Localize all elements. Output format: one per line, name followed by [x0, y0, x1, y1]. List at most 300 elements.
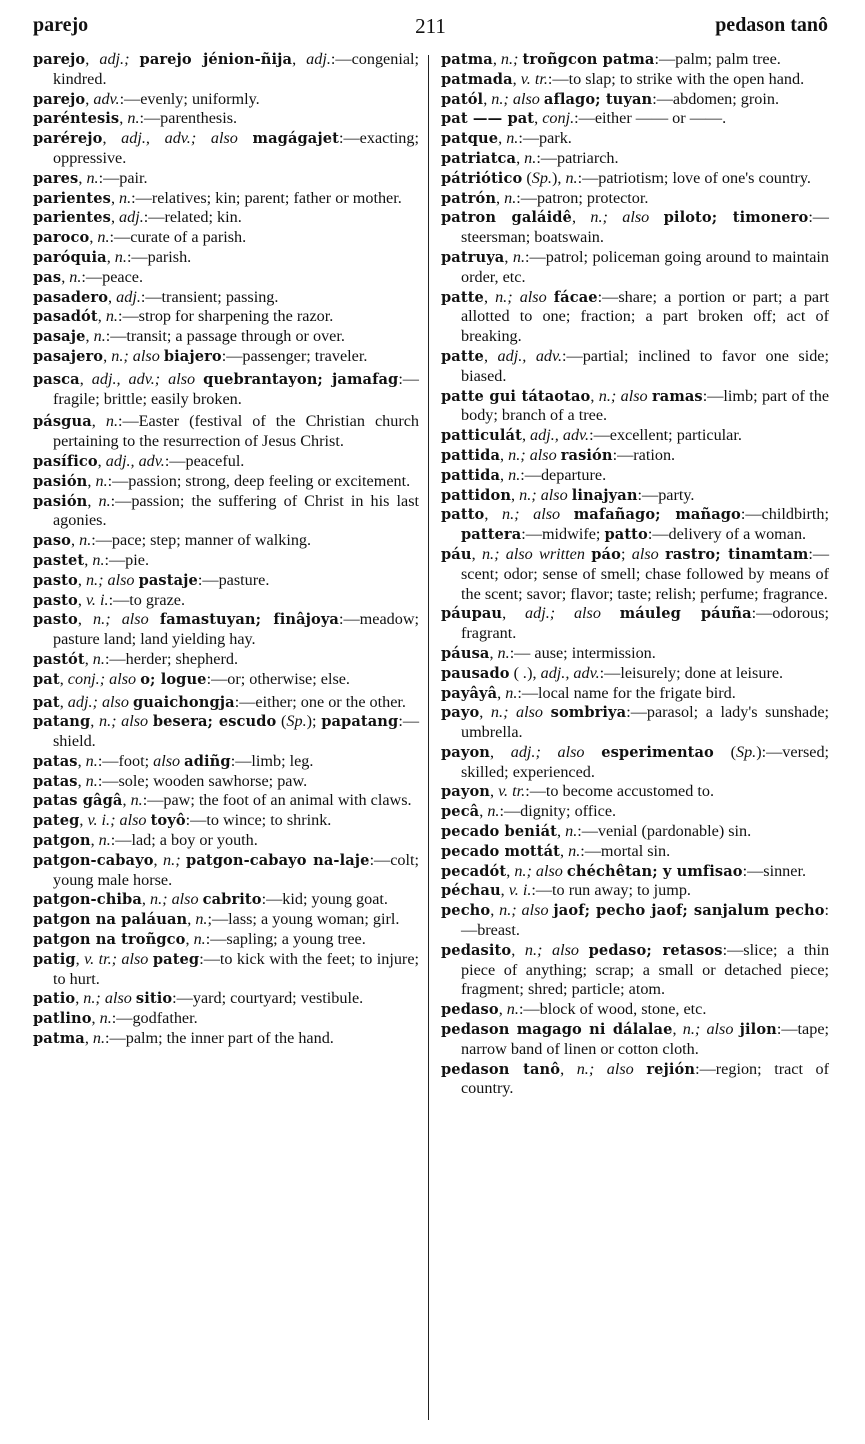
- headword: paroco: [33, 229, 90, 247]
- headword: piloto; timonero: [663, 209, 809, 227]
- grammar-label: n.; also: [682, 1020, 734, 1039]
- grammar-label: v. i.: [85, 590, 109, 609]
- headword: páo: [591, 545, 621, 563]
- dictionary-entry: [441, 347, 829, 387]
- definition-text: ):—versed; skilled; experienced.: [461, 742, 830, 781]
- definition-text: :—colt; young male horse.: [53, 850, 420, 889]
- headword: pecado beniát: [441, 823, 557, 841]
- definition-text: :—venial (pardonable) sin.: [577, 822, 752, 841]
- dictionary-entry: [441, 881, 829, 901]
- definition-text: :—odorous; fragrant.: [461, 604, 830, 643]
- definition-text: ,: [497, 683, 506, 702]
- grammar-label: adj.; also: [510, 742, 585, 761]
- definition-text: :—yard; courtyard; vestibule.: [172, 989, 364, 1008]
- definition-text: :—sapling; a young tree.: [205, 930, 366, 949]
- grammar-label: n.; also: [590, 208, 650, 227]
- headword: patas gâgâ: [33, 792, 123, 810]
- grammar-label: adj.; also: [67, 692, 129, 711]
- headword: patte: [441, 347, 484, 365]
- headword: pastet: [33, 551, 85, 569]
- headword: pattida: [441, 446, 501, 464]
- definition-text: :—to graze.: [108, 590, 185, 609]
- dictionary-entry: [33, 531, 419, 551]
- headword: pattera: [461, 526, 522, 544]
- grammar-label: also: [631, 544, 659, 563]
- dictionary-entry: [33, 347, 419, 367]
- definition-text: ,: [79, 811, 88, 830]
- grammar-label: n.: [506, 129, 519, 148]
- dictionary-entry: [441, 387, 829, 427]
- headword: cabrito: [202, 891, 262, 909]
- grammar-label: conj.: [542, 109, 575, 128]
- grammar-label: n.: [127, 109, 140, 128]
- grammar-label: n.; also: [85, 570, 135, 589]
- definition-text: :—to kick with the feet; to injure; to hurt.: [53, 949, 420, 988]
- headword: paréntesis: [33, 110, 120, 128]
- definition-text: ,: [77, 570, 86, 589]
- dictionary-entry: [33, 1029, 419, 1049]
- grammar-label: adj.: [119, 208, 144, 227]
- headword: máuleg páuña: [619, 605, 752, 623]
- grammar-label: n.; also: [83, 989, 132, 1008]
- dictionary-entry: [441, 486, 829, 506]
- grammar-label: .: [523, 663, 528, 682]
- dictionary-entry: [441, 208, 829, 248]
- dictionary-entry: [441, 703, 829, 743]
- dictionary-entry: [441, 446, 829, 466]
- grammar-label: n.: [79, 531, 92, 550]
- definition-text: ,: [71, 531, 80, 550]
- grammar-label: n.; also: [576, 1059, 634, 1078]
- grammar-label: n.: [95, 471, 108, 490]
- definition-text: :—palm; the inner part of the hand.: [105, 1029, 334, 1048]
- grammar-label: n.: [98, 491, 111, 510]
- grammar-label: n.; also: [519, 485, 568, 504]
- headword: toyô: [150, 812, 186, 830]
- definition-text: ,: [489, 643, 498, 662]
- definition-text: :—mortal sin.: [580, 841, 671, 860]
- dictionary-entry: [33, 1009, 419, 1029]
- dictionary-entry: [441, 129, 829, 149]
- headword: pasto: [33, 571, 78, 589]
- headword: chéchêtan; y umfisao: [566, 862, 743, 880]
- definition-text: :—pace; step; manner of walking.: [91, 531, 312, 550]
- grammar-label: n.; also: [502, 505, 561, 524]
- definition-text: :—patrol; policeman going around to maintain order, etc.: [461, 247, 830, 286]
- headword: aflago; tuyan: [543, 90, 653, 108]
- definition-text: :—parenthesis.: [139, 109, 238, 128]
- definition-text: :—to slap; to strike with the open hand.: [547, 69, 805, 88]
- headword: patgon-cabayo: [33, 851, 154, 869]
- definition-text: :—curate of a parish.: [109, 228, 247, 247]
- headword: pat —— pat: [441, 110, 535, 128]
- page-number: 211: [415, 14, 446, 38]
- grammar-label: n.: [505, 683, 518, 702]
- headword: biajero: [163, 347, 222, 365]
- definition-text: ,: [108, 287, 117, 306]
- definition-text: ,: [59, 669, 68, 688]
- headword: pausado: [441, 664, 510, 682]
- headword: pastót: [33, 650, 85, 668]
- dictionary-entry: [441, 822, 829, 842]
- left-guide-word: parejo: [33, 14, 89, 36]
- grammar-label: adj.;: [99, 50, 130, 68]
- dictionary-entry: [441, 109, 829, 129]
- dictionary-entry: [33, 890, 419, 910]
- headword: troñgcon patma: [522, 51, 655, 68]
- headword: parejo jénion-ñija: [139, 51, 293, 68]
- grammar-label: Sp.: [286, 712, 307, 731]
- definition-text: :—peaceful.: [164, 451, 245, 470]
- grammar-label: n.: [130, 791, 143, 810]
- definition-text: ,: [292, 50, 307, 68]
- definition-text: :—or; otherwise; else.: [206, 669, 350, 688]
- headword: quebrantayon; jamafag: [203, 370, 399, 388]
- definition-text: :—parasol; a lady's sunshade; umbrella.: [461, 703, 830, 742]
- definition-text: ,: [471, 544, 482, 563]
- definition-text: :—pair.: [98, 168, 148, 187]
- grammar-label: n.: [85, 771, 98, 790]
- grammar-label: n.; also: [98, 712, 149, 731]
- definition-text: :—block of wood, stone, etc.: [518, 1000, 707, 1019]
- headword: pasaje: [33, 328, 86, 346]
- definition-text: :—abdomen; groin.: [652, 89, 780, 108]
- dictionary-entry: [33, 327, 419, 347]
- definition-text: :—relatives; kin; parent; father or mother.: [131, 188, 402, 207]
- grammar-label: adj.: [116, 287, 141, 306]
- definition-text: ,: [90, 831, 99, 850]
- dictionary-entry: [33, 248, 419, 268]
- definition-text: :—to wince; to shrink.: [185, 811, 332, 830]
- definition-text: ,: [500, 445, 509, 464]
- dictionary-entry: [33, 492, 419, 532]
- dictionary-entry: [441, 901, 829, 941]
- dictionary-entry: [33, 129, 419, 169]
- dictionary-entry: [33, 851, 419, 891]
- grammar-label: n.: [92, 1029, 106, 1048]
- grammar-label: n.;: [500, 50, 519, 68]
- headword: pedaso: [441, 1001, 499, 1019]
- dictionary-entry: [441, 189, 829, 209]
- definition-text: :—shield.: [53, 712, 420, 751]
- headword: pares: [33, 169, 79, 187]
- definition-text: :—dignity; office.: [499, 802, 617, 821]
- definition-text: :—breast.: [461, 901, 830, 940]
- grammar-label: adv.: [93, 89, 120, 108]
- grammar-label: n.: [114, 247, 127, 266]
- dictionary-entry: [441, 1000, 829, 1020]
- definition-text: [634, 1060, 647, 1078]
- grammar-label: Sp.: [735, 742, 757, 761]
- definition-text: ,: [91, 1009, 100, 1028]
- grammar-label: v. tr.; also: [84, 949, 149, 968]
- page-header: [33, 14, 828, 40]
- grammar-label: n.; also: [150, 890, 199, 909]
- headword: pedason tanô: [441, 1060, 561, 1078]
- definition-text: ,: [521, 426, 531, 445]
- definition-text: [560, 505, 574, 523]
- grammar-label: adj., adv.: [497, 346, 563, 365]
- definition-text: ,: [504, 247, 513, 266]
- headword: paróquia: [33, 248, 107, 266]
- dictionary-entry: [33, 693, 419, 713]
- definition-text: ;—lass; a young woman; girl.: [207, 910, 400, 929]
- definition-text: :—paw; the foot of an animal with claws.: [142, 791, 412, 810]
- dictionary-entry: [33, 412, 419, 452]
- headword: parientes: [33, 189, 111, 207]
- dictionary-entry: [441, 941, 829, 1000]
- definition-text: ,: [78, 168, 87, 187]
- grammar-label: conj.; also: [67, 669, 137, 688]
- headword: pecadót: [441, 862, 507, 880]
- definition-text: :—slice; a thin piece of anything; scrap; a small or detached piece; fragment; shred; particle; atom.: [461, 940, 830, 999]
- headword: patang: [33, 713, 91, 731]
- column-divider: [428, 55, 429, 1420]
- dictionary-entry: [441, 248, 829, 288]
- headword: magágajet: [252, 130, 339, 148]
- dictionary-entry: [33, 452, 419, 472]
- headword: pasífico: [33, 452, 98, 470]
- grammar-label: n.; also: [514, 861, 563, 880]
- definition-text: ,: [119, 109, 128, 128]
- definition-text: ,: [479, 802, 488, 821]
- headword: patte: [441, 288, 484, 306]
- dictionary-entry: [33, 910, 419, 930]
- definition-text: ,: [489, 742, 511, 761]
- grammar-label: adj., adv.: [530, 426, 590, 445]
- headword: pasión: [33, 472, 88, 490]
- headword: rasión: [560, 446, 613, 464]
- headword: patgon-chiba: [33, 891, 142, 909]
- headword: pátriótico: [441, 169, 523, 187]
- dictionary-entry: [441, 782, 829, 802]
- definition-text: ,: [590, 386, 599, 405]
- definition-text: ,: [91, 412, 106, 431]
- dictionary-entry: [33, 50, 419, 90]
- definition-text: ,: [103, 346, 112, 365]
- definition-text: :—local name for the frigate bird.: [517, 683, 736, 702]
- dictionary-entry: [441, 1020, 829, 1060]
- definition-text: ,: [85, 327, 94, 346]
- definition-text: ),: [527, 663, 541, 682]
- grammar-label: n.: [506, 1000, 519, 1019]
- headword: sitio: [135, 990, 173, 1008]
- definition-text: ,: [61, 267, 70, 286]
- definition-text: ,: [106, 247, 115, 266]
- headword: pasto: [33, 591, 78, 609]
- definition-text: :—delivery of a woman.: [647, 525, 807, 544]
- definition-text: ,: [500, 881, 509, 900]
- definition-text: [129, 50, 139, 68]
- left-column: [33, 50, 419, 1049]
- dictionary-entry: [33, 228, 419, 248]
- definition-text: ,: [84, 1029, 93, 1048]
- dictionary-entry: [33, 370, 419, 410]
- grammar-label: n.: [565, 822, 578, 841]
- headword: patque: [441, 130, 499, 148]
- dictionary-entry: [33, 591, 419, 611]
- headword: pecho: [441, 902, 491, 920]
- headword: pedaso; retasos: [588, 941, 723, 959]
- grammar-label: n.: [508, 465, 521, 484]
- headword: besera; escudo: [152, 713, 277, 731]
- dictionary-entry: [441, 862, 829, 882]
- definition-text: ,: [97, 307, 106, 326]
- definition-text: ,: [506, 861, 515, 880]
- dictionary-entry: [33, 831, 419, 851]
- definition-text: :—passenger; traveler.: [221, 346, 368, 365]
- dictionary-entry: [33, 268, 419, 288]
- definition-text: :—passion; the suffering of Christ in his last agonies.: [53, 491, 419, 530]
- right-guide-word: pedason tanô: [715, 14, 828, 36]
- headword: famastuyan; finâjoya: [159, 611, 339, 629]
- grammar-label: n.; also: [598, 386, 648, 405]
- dictionary-entry: [33, 950, 419, 990]
- grammar-label: v. tr.: [520, 69, 548, 88]
- definition-text: :—palm; palm tree.: [654, 50, 781, 68]
- definition-text: );: [306, 712, 317, 731]
- dictionary-entry: [441, 149, 829, 169]
- definition-text: ,: [483, 89, 492, 108]
- definition-text: :—either; one or the other.: [234, 692, 406, 711]
- headword: patte gui tátaotao: [441, 387, 591, 405]
- dictionary-entry: [441, 288, 829, 347]
- definition-text: ,: [77, 751, 86, 770]
- definition-text: (: [713, 742, 736, 761]
- definition-text: :—to become accustomed to.: [525, 782, 714, 801]
- dictionary-entry: [33, 208, 419, 228]
- headword: esperimentao: [601, 743, 714, 761]
- definition-text: :—midwife;: [521, 525, 605, 544]
- dictionary-entry: [441, 169, 829, 189]
- headword: pattida: [441, 466, 501, 484]
- grammar-label: n.: [565, 168, 578, 187]
- definition-text: ,: [85, 50, 100, 68]
- definition-text: ,: [84, 550, 93, 569]
- dictionary-entry: [33, 90, 419, 110]
- grammar-label: n.: [524, 148, 537, 167]
- grammar-label: adj.: [306, 50, 331, 68]
- headword: parientes: [33, 209, 111, 227]
- definition-text: [601, 604, 620, 622]
- grammar-label: n.: [119, 188, 132, 207]
- definition-text: :— ause; intermission.: [509, 643, 656, 662]
- definition-text: ,: [89, 228, 98, 247]
- headword: jaof; pecho jaof; sanjalum pecho: [553, 902, 825, 920]
- headword: patron galáidê: [441, 209, 572, 227]
- headword: patto: [441, 506, 485, 524]
- definition-text: :—limb; part of the body; branch of a tree.: [461, 386, 830, 425]
- definition-text: [649, 208, 663, 226]
- headword: pasadero: [33, 288, 109, 306]
- headword: patma: [441, 51, 493, 68]
- definition-text: :—evenly; uniformly.: [119, 89, 260, 108]
- definition-text: ,: [498, 1000, 507, 1019]
- definition-text: :—godfather.: [111, 1009, 198, 1028]
- definition-text: :—sinner.: [742, 861, 807, 880]
- headword: parejo: [33, 51, 86, 68]
- dictionary-entry: [441, 505, 829, 545]
- headword: pecâ: [441, 803, 480, 821]
- definition-text: :—foot;: [97, 751, 154, 770]
- definition-text: ,: [560, 841, 569, 860]
- dictionary-entry: [33, 472, 419, 492]
- definition-text: ,: [484, 505, 503, 524]
- grammar-label: n.; also written: [481, 544, 585, 563]
- definition-text: :—partial; inclined to favor one side; biased.: [461, 346, 829, 385]
- definition-text: ,: [141, 890, 151, 909]
- headword: payon: [441, 743, 490, 761]
- definition-text: ,: [87, 471, 96, 490]
- dictionary-entry: [33, 650, 419, 670]
- headword: payon: [441, 783, 490, 801]
- definition-text: :—excellent; particular.: [589, 426, 742, 445]
- headword: parejo: [33, 90, 86, 108]
- definition-text: ,: [511, 940, 525, 959]
- dictionary-entry: [33, 811, 419, 831]
- headword: páupau: [441, 605, 503, 623]
- definition-text: :—to run away; to jump.: [531, 881, 691, 900]
- grammar-label: v. i.; also: [87, 811, 147, 830]
- grammar-label: adj., adv.: [105, 451, 165, 470]
- definition-text: ,: [492, 50, 501, 68]
- headword: patmada: [441, 70, 513, 88]
- definition-text: (: [522, 168, 532, 187]
- grammar-label: n.: [98, 831, 111, 850]
- definition-text: :—pie.: [104, 550, 149, 569]
- headword: payâyâ: [441, 684, 498, 702]
- grammar-label: n.: [105, 412, 118, 431]
- headword: pecado mottát: [441, 842, 561, 860]
- definition-text: [238, 129, 253, 147]
- headword: pastaje: [138, 571, 198, 589]
- definition-text: ,: [97, 451, 106, 470]
- definition-text: :—peace.: [81, 267, 143, 286]
- dictionary-entry: [33, 670, 419, 690]
- dictionary-entry: [441, 545, 829, 604]
- definition-text: ,: [153, 850, 164, 869]
- definition-text: ,: [496, 188, 505, 207]
- definition-text: ,: [122, 791, 131, 810]
- definition-text: [149, 610, 160, 628]
- headword: guaichongja: [133, 693, 235, 711]
- headword: patruya: [441, 248, 505, 266]
- grammar-label: n.; also: [499, 901, 549, 920]
- dictionary-entry: [33, 307, 419, 327]
- dictionary-entry: [33, 551, 419, 571]
- dictionary-entry: [33, 772, 419, 792]
- definition-text: ,: [79, 369, 92, 388]
- grammar-label: n.: [487, 802, 500, 821]
- definition-text: ,: [77, 610, 94, 629]
- dictionary-entry: [441, 802, 829, 822]
- grammar-label: n.: [568, 841, 581, 860]
- grammar-label: n.; also: [495, 287, 547, 306]
- definition-text: ,: [500, 465, 509, 484]
- dictionary-entry: [33, 189, 419, 209]
- definition-text: ,: [479, 703, 491, 722]
- dictionary-entry: [33, 109, 419, 129]
- grammar-label: n.; also: [490, 703, 544, 722]
- grammar-label: n.; also: [524, 940, 579, 959]
- headword: fácae: [553, 288, 598, 306]
- headword: pasadót: [33, 308, 98, 326]
- headword: sombriya: [550, 704, 627, 722]
- headword: ramas: [651, 387, 703, 405]
- dictionary-entry: [441, 1060, 829, 1100]
- definition-text: ,: [77, 590, 86, 609]
- grammar-label: n.: [105, 307, 118, 326]
